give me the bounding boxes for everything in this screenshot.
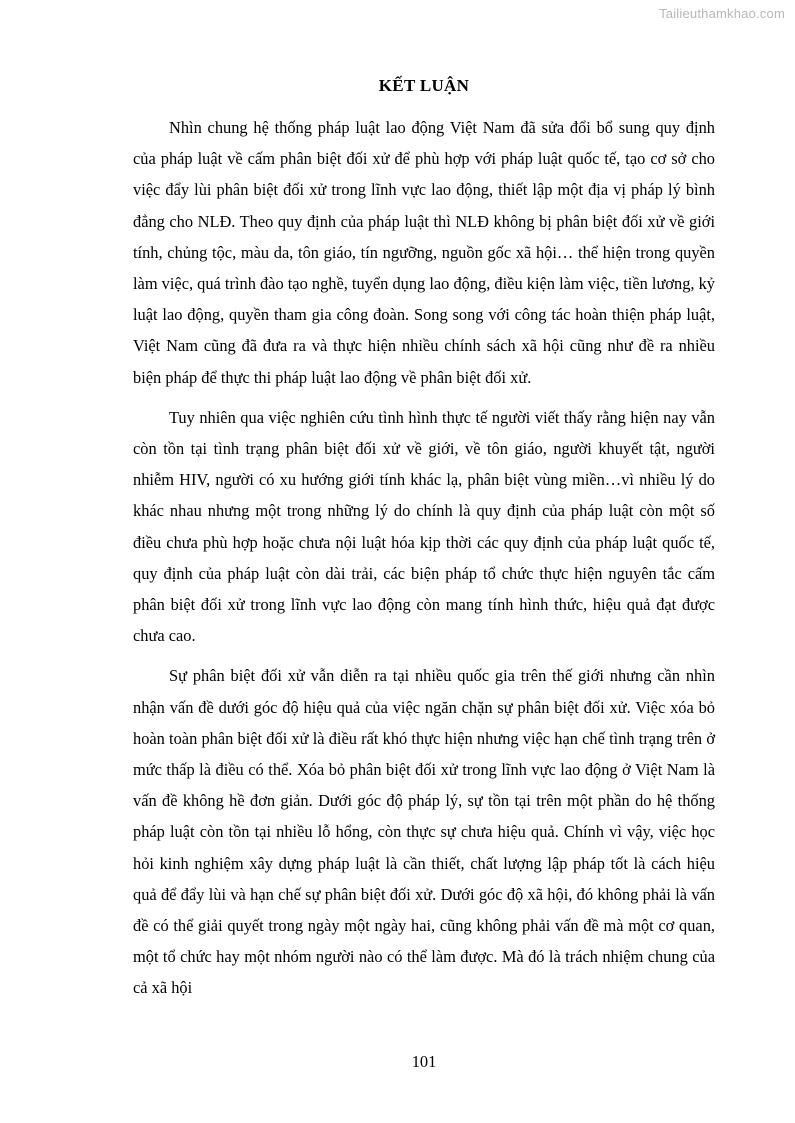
paragraph-2: Tuy nhiên qua việc nghiên cứu tình hình thực tế người viết thấy rằng hiện nay vẫn còn tồn tại tình trạng phân biệt đối xử về giới, về tôn giáo, người khuyết tật, người nhiễm HIV, người có xu hướng giới tính khác lạ, phân biệt vùng miền…vì nhiều lý do khác nhau nhưng một trong những lý do chính là quy định của pháp luật còn một số điều chưa phù hợp hoặc chưa nội luật hóa kịp thời các quy định của pháp luật quốc tế, quy định của pháp luật còn dài trải, các biện pháp tổ chức thực hiện nguyên tắc cấm phân biệt đối xử trong lĩnh vực lao động còn mang tính hình thức, hiệu quả đạt được chưa cao. xyxy=(133,407,715,646)
paragraph-1: Nhìn chung hệ thống pháp luật lao động Việt Nam đã sửa đổi bổ sung quy định của pháp luật về cấm phân biệt đối xử để phù hợp với pháp luật quốc tế, tạo cơ sở cho việc đẩy lùi phân biệt đối xử trong lĩnh vực lao động, thiết lập một địa vị pháp lý bình đẳng cho NLĐ. Theo quy định của pháp luật thì NLĐ không bị phân biệt đối xử về giới tính, chủng tộc, màu da, tôn giáo, tín ngưỡng, nguồn gốc xã hội… thể hiện trong quyền làm việc, quá trình đào tạo nghề, tuyển dụng lao động, điều kiện làm việc, tiền lương, kỷ luật lao động, quyền tham gia công đoàn. Song song với công tác hoàn thiện pháp luật, Việt Nam cũng đã đưa ra và thực hiện nhiều chính sách xã hội cũng như đề ra nhiều biện pháp để thực thi pháp luật lao động về phân biệt đối xử. xyxy=(133,118,715,387)
page-number: 101 xyxy=(411,1052,437,1071)
paragraph-3: Sự phân biệt đối xử vẫn diễn ra tại nhiều quốc gia trên thế giới nhưng cần nhìn nhận vấn đề dưới góc độ hiệu quả của việc ngăn chặn sự phân biệt đối xử. Việc xóa bỏ hoàn toàn phân biệt đối xử là điều rất khó thực hiện nhưng việc hạn chế tình trạng trên ở mức thấp là điều có thể. Xóa bỏ phân biệt đối xử trong lĩnh vực lao động ở Việt Nam là vấn đề không hề đơn giản. Dưới góc độ pháp lý, sự tồn tại trên một phần do hệ thống pháp luật còn tồn tại nhiều lỗ hổng, còn thực sự chưa hiệu quả. Chính vì vậy, việc học hỏi kinh nghiệm xây dựng pháp luật là cần thiết, chất lượng lập pháp tốt là cách hiệu quả để đẩy lùi và hạn chế sự phân biệt đối xử. Dưới góc độ xã hội, đó không phải là vấn đề có thể giải quyết trong ngày một ngày hai, cũng không phải vấn đề mà một cơ quan, một tổ chức hay một nhóm người nào có thể làm được. Mà đó là trách nhiệm chung của cả xã hội xyxy=(133,666,715,998)
watermark: Tailieuthamkhao.com xyxy=(659,6,785,21)
page-title: KẾT LUẬN xyxy=(378,76,470,95)
document-body xyxy=(133,112,715,1013)
